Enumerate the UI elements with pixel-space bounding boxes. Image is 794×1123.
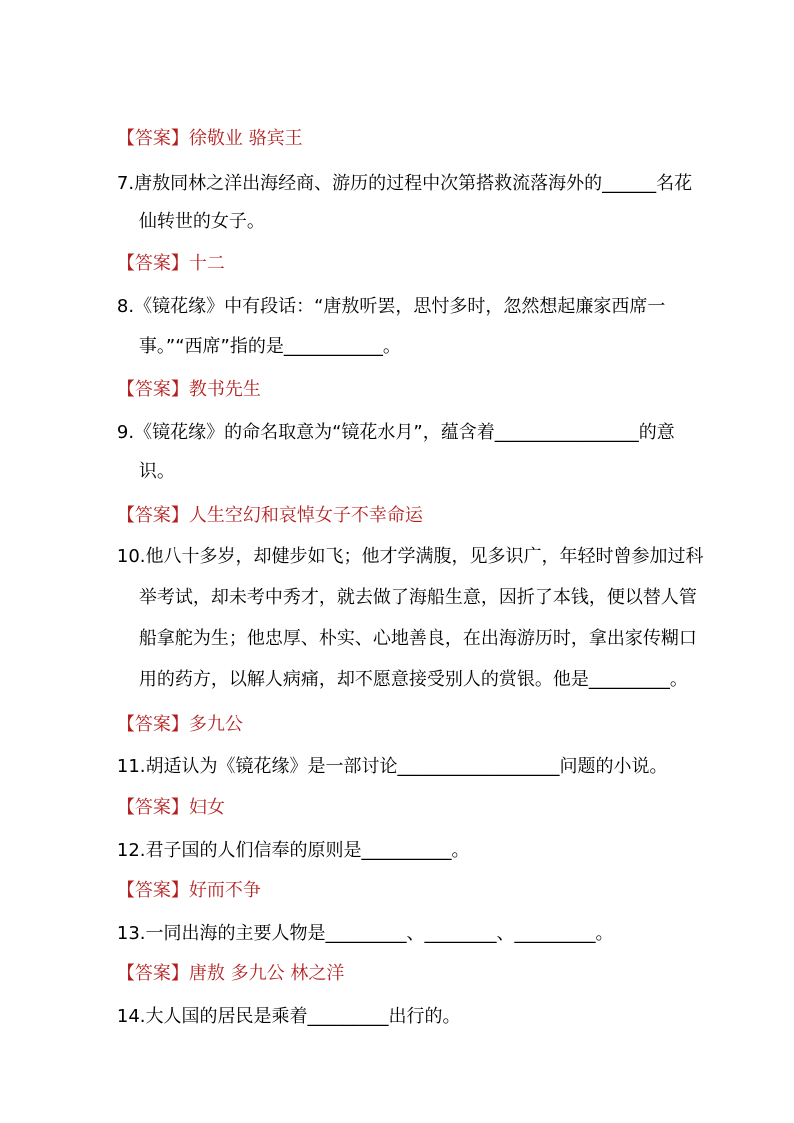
answer-label: 【答案】 (116, 963, 189, 984)
question-text: 《镜花缘》中有段话：“唐敖听罢，思忖多时，忽然想起廉家西席一 (134, 296, 666, 317)
answer-text: 人生空幻和哀悼女子不幸命运 (188, 505, 423, 526)
answer-text: 教书先生 (188, 379, 261, 400)
question-text: 唐敖同林之洋出海经商、游历的过程中次第搭救流落海外的______名花 (134, 173, 693, 194)
answer-text: 好而不争 (188, 880, 261, 901)
answer-label: 【答案】 (116, 505, 189, 526)
answer-text: 妇女 (188, 797, 225, 818)
question-number: 8. (116, 296, 135, 317)
question-number: 7. (116, 173, 135, 194)
question-text: 仙转世的女子。 (138, 211, 265, 232)
question-text: 识。 (138, 461, 175, 482)
answer-text: 唐敖 多九公 林之洋 (188, 963, 345, 984)
question-number: 14. (116, 1006, 146, 1027)
question-9-line-1 (94, 397, 675, 469)
question-number: 11. (116, 756, 146, 777)
answer-label: 【答案】 (116, 797, 189, 818)
question-number: 10. (116, 546, 146, 567)
question-text: 胡适认为《镜花缘》是一部讨论__________________问题的小说。 (145, 756, 668, 777)
question-14-line-1 (94, 981, 461, 1053)
question-number: 9. (116, 422, 135, 443)
question-text: 君子国的人们信奉的原则是__________。 (145, 840, 470, 861)
question-number: 12. (116, 840, 146, 861)
answer-text: 多九公 (188, 714, 243, 735)
question-text: 用的药方，以解人病痛，却不愿意接受别人的赏银。他是_________。 (138, 669, 688, 690)
question-text: 《镜花缘》的命名取意为“镜花水月”，蕴含着________________的意 (134, 422, 675, 443)
answer-label: 【答案】 (116, 253, 189, 274)
question-number: 13. (116, 923, 146, 944)
question-text: 一同出海的主要人物是_________、________、_________。 (145, 923, 614, 944)
question-text: 事。”“西席”指的是___________。 (138, 336, 401, 357)
answer-label: 【答案】 (116, 880, 189, 901)
answer-text: 十二 (188, 253, 225, 274)
answer-text: 徐敬业 骆宾王 (188, 128, 303, 149)
question-text: 举考试，却未考中秀才，就去做了海船生意，因折了本钱，便以替人管 (138, 587, 697, 608)
question-text: 大人国的居民是乘着_________出行的。 (145, 1006, 461, 1027)
question-text: 船拿舵为生；他忠厚、朴实、心地善良，在出海游历时，拿出家传糊口 (138, 628, 697, 649)
answer-label: 【答案】 (116, 379, 189, 400)
answer-label: 【答案】 (116, 714, 189, 735)
answer-label: 【答案】 (116, 128, 189, 149)
question-text: 他八十多岁，却健步如飞；他才学满腹，见多识广，年轻时曾参加过科 (145, 546, 704, 567)
